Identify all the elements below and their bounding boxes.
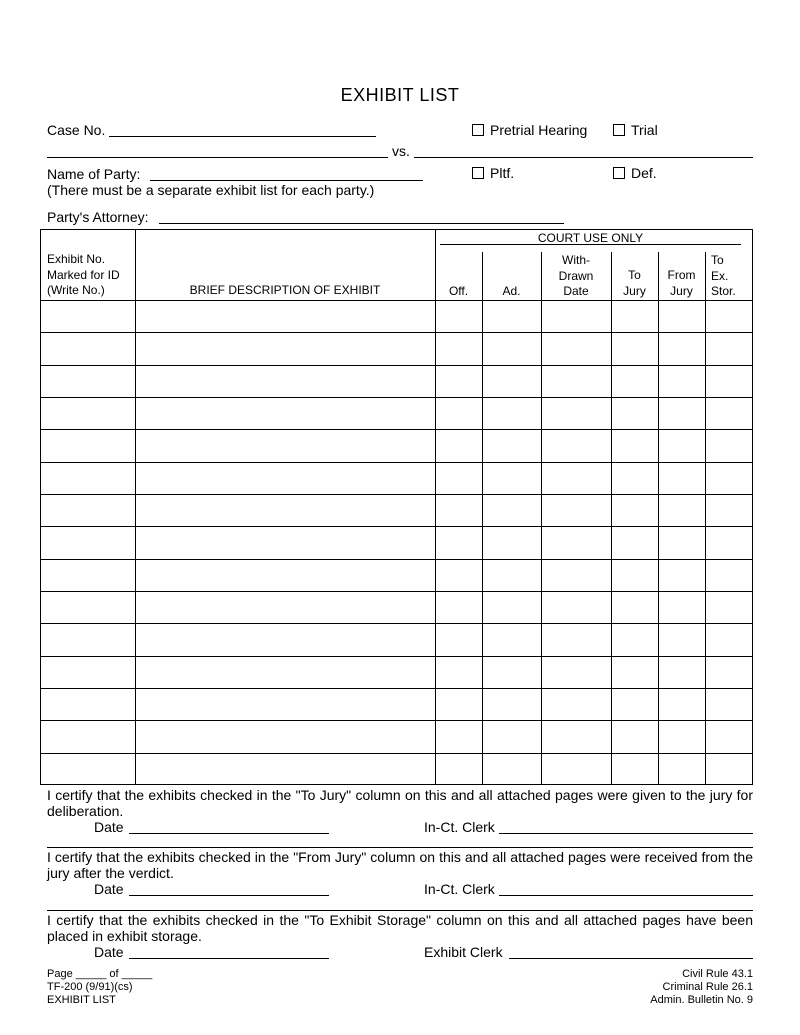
table-cell[interactable] (706, 430, 752, 460)
table-cell[interactable] (136, 689, 434, 719)
party-b-field[interactable] (414, 157, 753, 158)
cert1-date-field[interactable] (129, 833, 329, 834)
vs-label: vs. (392, 143, 410, 159)
attorney-label: Party's Attorney: (47, 209, 149, 225)
table-cell[interactable] (483, 398, 540, 428)
table-cell[interactable] (659, 463, 704, 493)
table-cell[interactable] (436, 592, 481, 622)
table-cell[interactable] (706, 657, 752, 687)
to-jury-header-line1: To (628, 268, 641, 282)
party-a-field[interactable] (47, 157, 388, 158)
table-cell[interactable] (659, 689, 704, 719)
table-cell[interactable] (659, 366, 704, 396)
exhibit-no-header-line3: (Write No.) (47, 283, 105, 297)
table-cell[interactable] (612, 366, 657, 396)
table-cell[interactable] (706, 495, 752, 525)
table-cell[interactable] (612, 754, 657, 784)
table-cell[interactable] (136, 560, 434, 590)
cert1-clerk-field[interactable] (499, 833, 753, 834)
table-cell[interactable] (612, 495, 657, 525)
defendant-label: Def. (631, 165, 657, 181)
table-cell[interactable] (542, 333, 610, 363)
table-cell[interactable] (136, 463, 434, 493)
party-note: (There must be a separate exhibit list for each party.) (47, 182, 375, 198)
table-cell[interactable] (706, 689, 752, 719)
table-cell[interactable] (136, 624, 434, 654)
cert3-text: I certify that the exhibits checked in the "To Exhibit Storage" column on this and all attached pages have been placed in exhibit storage. (47, 912, 753, 944)
cert3-clerk-field[interactable] (509, 958, 753, 959)
table-cell[interactable] (612, 657, 657, 687)
trial-label: Trial (631, 122, 658, 138)
exhibit-no-header (47, 252, 120, 299)
cert2-divider (47, 910, 753, 911)
table-cell[interactable] (659, 721, 704, 751)
table-cell[interactable] (659, 301, 704, 331)
withdrawn-header (541, 253, 611, 300)
table-cell[interactable] (136, 333, 434, 363)
table-cell[interactable] (136, 495, 434, 525)
name-of-party-label: Name of Party: (47, 166, 141, 182)
trial-checkbox[interactable] (613, 124, 625, 136)
cert2-text: I certify that the exhibits checked in the "From Jury" column on this and all attached pages were received from the jury after the verdict. (47, 849, 753, 881)
table-cell[interactable] (41, 398, 134, 428)
table-cell[interactable] (436, 430, 481, 460)
table-cell[interactable] (483, 689, 540, 719)
table-cell[interactable] (659, 592, 704, 622)
table-cell[interactable] (41, 624, 134, 654)
table-cell[interactable] (483, 301, 540, 331)
cert2-clerk-label: In-Ct. Clerk (424, 881, 495, 897)
pretrial-hearing-checkbox[interactable] (472, 124, 484, 136)
footer-left (47, 968, 152, 1007)
table-cell[interactable] (41, 689, 134, 719)
withdrawn-header-line2: Drawn (558, 268, 594, 283)
case-no-label: Case No. (47, 122, 106, 138)
table-cell[interactable] (612, 430, 657, 460)
table-cell[interactable] (483, 624, 540, 654)
to-jury-header (611, 268, 658, 299)
table-cell[interactable] (136, 366, 434, 396)
table-cell[interactable] (436, 657, 481, 687)
table-cell[interactable] (136, 657, 434, 687)
table-cell[interactable] (136, 754, 434, 784)
off-header: Off. (448, 284, 469, 298)
from-jury-header-line1: From (667, 268, 696, 282)
table-cell[interactable] (136, 721, 434, 751)
table-cell[interactable] (41, 495, 134, 525)
table-cell[interactable] (483, 527, 540, 557)
table-cell[interactable] (706, 624, 752, 654)
table-cell[interactable] (542, 624, 610, 654)
table-cell[interactable] (612, 560, 657, 590)
table-cell[interactable] (436, 495, 481, 525)
footer-right (553, 968, 753, 1007)
footer-civil-rule: Civil Rule 43.1 (682, 968, 753, 980)
table-cell[interactable] (483, 721, 540, 751)
table-cell[interactable] (542, 657, 610, 687)
cert2-date-label: Date (94, 881, 124, 897)
table-cell[interactable] (706, 592, 752, 622)
table-cell[interactable] (659, 657, 704, 687)
table-cell[interactable] (436, 624, 481, 654)
table-cell[interactable] (612, 592, 657, 622)
table-cell[interactable] (706, 527, 752, 557)
defendant-checkbox[interactable] (613, 167, 625, 179)
withdrawn-header-line3: Date (563, 284, 589, 298)
table-cell[interactable] (41, 657, 134, 687)
to-ex-stor-header-line1: To (711, 253, 724, 267)
cert3-clerk-label: Exhibit Clerk (424, 944, 503, 960)
table-cell[interactable] (436, 527, 481, 557)
exhibit-no-header-line2: Marked for ID (47, 267, 120, 282)
table-cell[interactable] (136, 301, 434, 331)
cert3-date-field[interactable] (129, 958, 329, 959)
footer-form-no: TF-200 (9/91)(cs) (47, 981, 133, 993)
table-cell[interactable] (706, 398, 752, 428)
footer-page: Page _____ of _____ (47, 968, 153, 980)
table-cell[interactable] (612, 398, 657, 428)
cert3-date-label: Date (94, 944, 124, 960)
table-cell[interactable] (542, 592, 610, 622)
table-cell[interactable] (41, 463, 134, 493)
table-cell[interactable] (612, 527, 657, 557)
to-ex-stor-header (711, 253, 736, 300)
case-no-field[interactable] (109, 136, 376, 137)
table-cell[interactable] (483, 495, 540, 525)
court-use-only-label: COURT USE ONLY (537, 231, 644, 245)
table-cell[interactable] (41, 592, 134, 622)
table-cell[interactable] (41, 527, 134, 557)
exhibit-no-header-line1: Exhibit No. (47, 252, 106, 266)
table-cell[interactable] (542, 754, 610, 784)
court-use-only-rule (440, 244, 741, 245)
table-cell[interactable] (706, 463, 752, 493)
table-cell[interactable] (612, 721, 657, 751)
table-cell[interactable] (136, 430, 434, 460)
table-cell[interactable] (436, 333, 481, 363)
table-cell[interactable] (136, 398, 434, 428)
table-cell[interactable] (706, 333, 752, 363)
from-jury-header-line2: Jury (670, 283, 693, 298)
table-cell[interactable] (542, 527, 610, 557)
table-cell[interactable] (483, 592, 540, 622)
cert1-clerk-label: In-Ct. Clerk (424, 819, 495, 835)
form-title: EXHIBIT LIST (340, 85, 460, 105)
table-cell[interactable] (436, 301, 481, 331)
table-cell[interactable] (612, 333, 657, 363)
table-cell[interactable] (483, 430, 540, 460)
attorney-field[interactable] (159, 223, 564, 224)
table-cell[interactable] (706, 366, 752, 396)
table-cell[interactable] (41, 301, 134, 331)
table-cell[interactable] (542, 721, 610, 751)
table-cell[interactable] (542, 398, 610, 428)
table-cell[interactable] (659, 624, 704, 654)
plaintiff-label: Pltf. (490, 165, 515, 181)
name-of-party-field[interactable] (150, 180, 423, 181)
table-cell[interactable] (483, 463, 540, 493)
table-cell[interactable] (542, 689, 610, 719)
table-cell[interactable] (436, 689, 481, 719)
to-jury-header-line2: Jury (623, 283, 646, 298)
table-cell[interactable] (136, 592, 434, 622)
table-cell[interactable] (706, 721, 752, 751)
table-cell[interactable] (436, 754, 481, 784)
table-cell[interactable] (659, 430, 704, 460)
table-cell[interactable] (41, 366, 134, 396)
ad-header: Ad. (502, 284, 521, 298)
plaintiff-checkbox[interactable] (472, 167, 484, 179)
table-cell[interactable] (706, 754, 752, 784)
table-cell[interactable] (436, 463, 481, 493)
table-cell[interactable] (706, 560, 752, 590)
table-cell[interactable] (436, 366, 481, 396)
table-cell[interactable] (706, 301, 752, 331)
table-cell[interactable] (542, 301, 610, 331)
from-jury-header (658, 268, 705, 299)
table-cell[interactable] (612, 689, 657, 719)
cert1-text: I certify that the exhibits checked in the "To Jury" column on this and all attached pages were given to the jury for deliberation. (47, 787, 753, 819)
footer-admin-bulletin: Admin. Bulletin No. 9 (650, 994, 753, 1006)
table-cell[interactable] (612, 463, 657, 493)
withdrawn-header-line1: With- (562, 253, 590, 267)
table-cell[interactable] (659, 495, 704, 525)
table-cell[interactable] (41, 721, 134, 751)
table-cell[interactable] (483, 657, 540, 687)
table-cell[interactable] (483, 333, 540, 363)
table-cell[interactable] (542, 366, 610, 396)
table-cell[interactable] (659, 527, 704, 557)
table-cell[interactable] (659, 398, 704, 428)
table-cell[interactable] (659, 754, 704, 784)
footer-form-name: EXHIBIT LIST (47, 994, 116, 1006)
table-cell[interactable] (659, 560, 704, 590)
table-cell[interactable] (136, 527, 434, 557)
table-cell[interactable] (41, 754, 134, 784)
table-cell[interactable] (542, 560, 610, 590)
table-cell[interactable] (436, 721, 481, 751)
footer-criminal-rule: Criminal Rule 26.1 (662, 981, 753, 993)
table-cell[interactable] (542, 430, 610, 460)
to-ex-stor-header-line2: Ex. (711, 268, 729, 283)
cert1-date-label: Date (94, 819, 124, 835)
table-cell[interactable] (612, 624, 657, 654)
cert2-clerk-field[interactable] (499, 895, 753, 896)
table-cell[interactable] (483, 560, 540, 590)
table-cell[interactable] (483, 366, 540, 396)
table-cell[interactable] (542, 463, 610, 493)
table-cell[interactable] (41, 333, 134, 363)
cert2-date-field[interactable] (129, 895, 329, 896)
table-cell[interactable] (483, 754, 540, 784)
pretrial-hearing-label: Pretrial Hearing (490, 122, 588, 138)
table-cell[interactable] (436, 398, 481, 428)
description-header: BRIEF DESCRIPTION OF EXHIBIT (189, 283, 381, 297)
table-cell[interactable] (436, 560, 481, 590)
table-cell[interactable] (41, 560, 134, 590)
table-cell[interactable] (41, 430, 134, 460)
to-ex-stor-header-line3: Stor. (711, 284, 736, 298)
cert1-divider (47, 847, 753, 848)
table-cell[interactable] (659, 333, 704, 363)
table-cell[interactable] (612, 301, 657, 331)
table-cell[interactable] (542, 495, 610, 525)
